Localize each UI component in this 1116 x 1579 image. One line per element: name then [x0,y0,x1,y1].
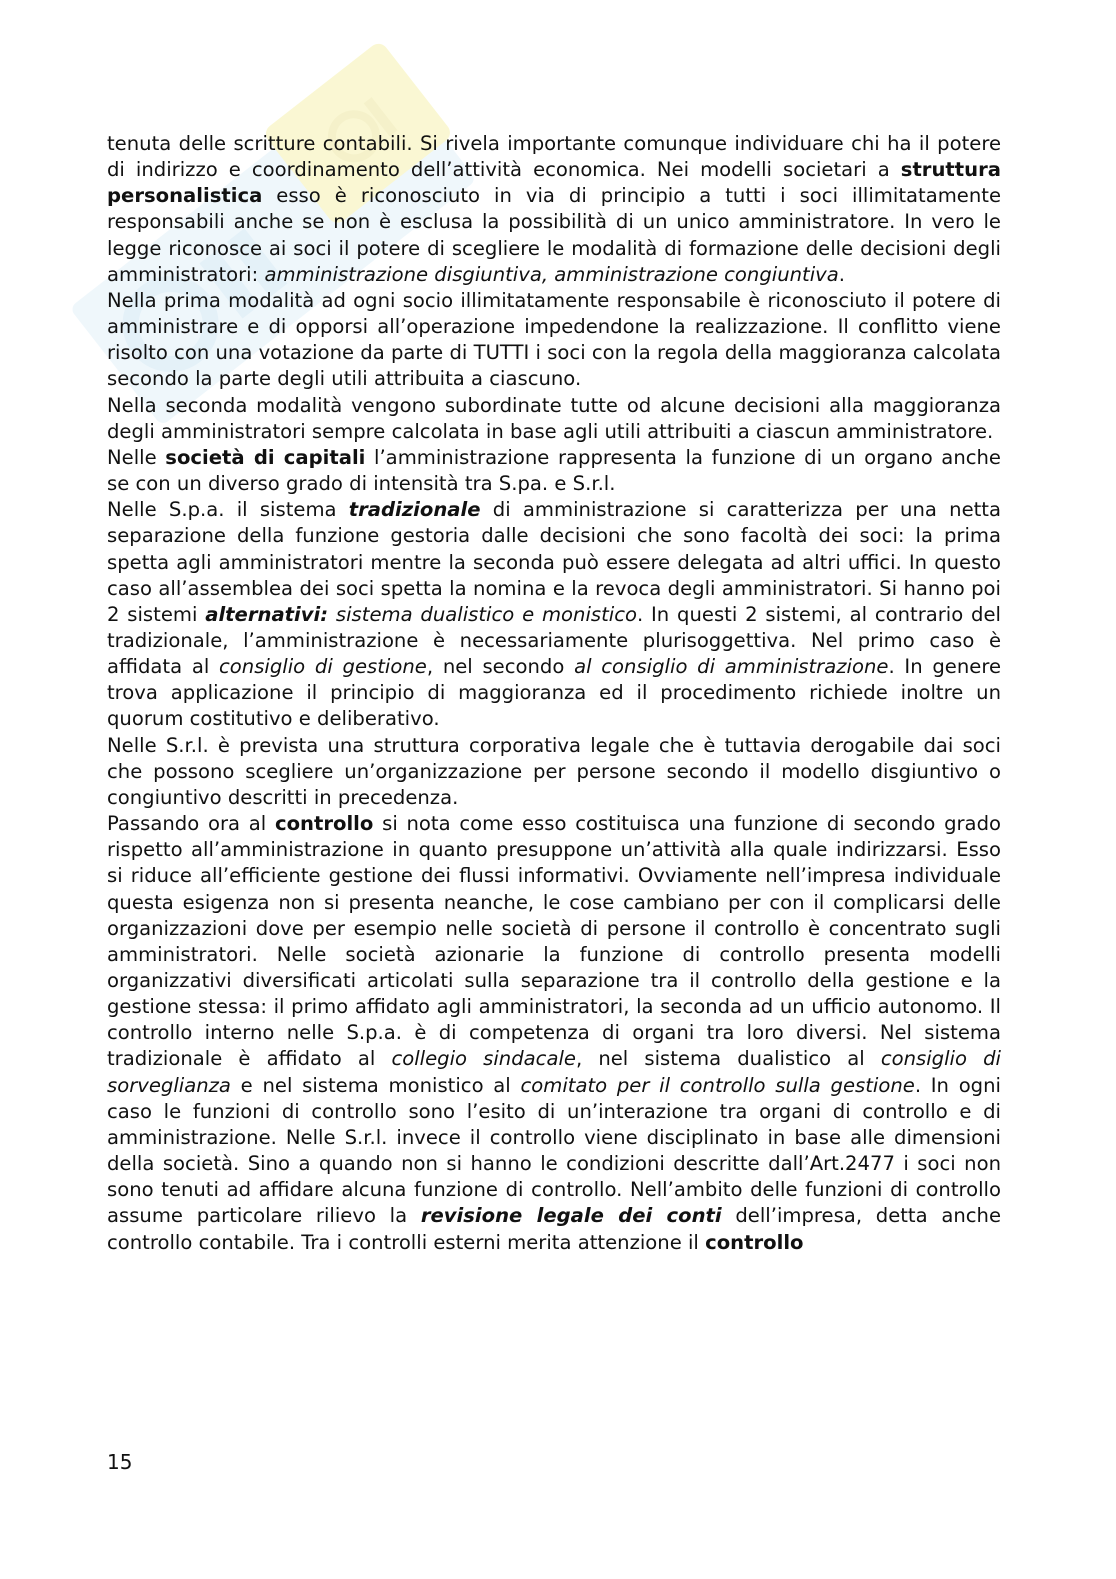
emphasis-run: amministrazione disgiuntiva, amministrazione congiuntiva [264,262,839,286]
text-run: , nel sistema dualistico al [575,1047,881,1071]
emphasis-run: sistema dualistico e monistico [335,602,637,626]
paragraph [107,497,1001,732]
paragraph [107,393,1001,445]
text-run: tenuta delle scritture contabili. Si rivela importante comunque individuare chi ha il potere di indirizzo e coordinamento dell’attività economica. Nei modelli societari a [107,132,1001,182]
emphasis-run: controllo [705,1230,804,1254]
emphasis-run: tradizionale [348,498,481,522]
text-run: Nelle [107,445,166,469]
emphasis-run: consiglio di gestione [219,655,427,679]
emphasis-run: revisione legale dei conti [420,1204,722,1228]
paragraph [107,131,1001,288]
emphasis-run: società di capitali [165,445,366,469]
text-run: Passando ora al [107,812,275,836]
text-run: . [838,262,846,286]
emphasis-run: alternativi: [205,602,329,626]
emphasis-run: collegio sindacale [391,1047,576,1071]
emphasis-run: consiglio di sorveglianza [107,1047,1002,1097]
emphasis-run: controllo [274,812,374,836]
emphasis-run: struttura personalistica [107,158,1001,208]
paragraph [107,733,1001,811]
text-run: di amministrazione si caratterizza per una netta separazione della funzione gestoria dalle decisioni che sono facoltà dei soci: la prima spetta agli amministratori mentre la seconda può essere delegata ad altri uffici. In questo caso all’assemblea dei soci spetta la nomina e la revoca degli amministratori. Si hanno poi 2 sistemi [107,498,1001,626]
text-run: Nella seconda modalità vengono subordinate tutte od alcune decisioni alla maggioranza degli amministratori sempre calcolata in base agli utili attribuiti a ciascun amministratore. [107,393,1001,443]
text-run: . In genere trova applicazione il principio di maggioranza ed il procedimento richiede inoltre un quorum costitutivo e deliberativo. [107,655,1001,731]
text-run: esso è riconosciuto in via di principio a tutti i soci illimitatamente responsabili anche se non è esclusa la possibilità di un unico amministratore. In vero le legge riconosce ai soci il potere di scegliere le modalità di formazione delle decisioni degli amministratori: [107,184,1001,286]
emphasis-run: comitato per il controllo sulla gestione [520,1073,915,1097]
paragraph [107,445,1001,497]
paragraph [107,288,1001,393]
emphasis-run: al consiglio di amministrazione [574,655,889,679]
page-number: 15 [107,1450,133,1474]
text-run: l’amministrazione rappresenta la funzione di un organo anche se con un diverso grado di intensità tra S.pa. e S.r.l. [107,445,1001,496]
text-run: Nella prima modalità ad ogni socio illimitatamente responsabile è riconosciuto il potere di amministrare e di opporsi all’operazione impedendone la realizzazione. Il conflitto viene risolto con una votazione da parte di TUTTI i soci con la regola della maggioranza calcolata secondo la parte degli utili attribuita a ciascuno. [107,288,1001,391]
text-run: Nelle S.r.l. è prevista una struttura corporativa legale che è tuttavia derogabile dai soci che possono scegliere un’organizzazione per persone secondo il modello disgiuntivo o congiuntivo descritti in precedenza. [107,733,1001,809]
text-run [328,603,336,626]
text-run: si nota come esso costituisca una funzione di secondo grado rispetto all’amministrazione in quanto presuppone un’attività alla quale indirizzarsi. Esso si riduce all’efficiente gestione dei flussi informativi. Ovviamente nell’impresa individuale questa esigenza non si presenta neanche, le cose cambiano per con il complicarsi delle organizzazioni dove per esempio nelle società di persone il controllo è concentrato sugli amministratori. Nelle società azionarie la funzione di controllo presenta modelli organizzativi diversificati articolati sulla separazione tra il controllo della gestione e la gestione stessa: il primo affidato agli amministratori, la seconda ad un ufficio autonomo. Il controllo interno nelle S.p.a. è di competenza di organi tra loro diversi. Nel sistema tradizionale è affidato al [107,812,1001,1071]
paragraph [107,811,1001,1256]
text-run: . In ogni caso le funzioni di controllo sono l’esito di un’interazione tra organi di controllo e di amministrazione. Nelle S.r.l. invece il controllo viene disciplinato in base alle dimensioni della società. Sino a quando non si hanno le condizioni descritte dall’Art.2477 i soci non sono tenuti ad affidare alcuna funzione di controllo. Nell’ambito delle funzioni di controllo assume particolare rilievo la [107,1073,1001,1228]
text-run: Nelle S.p.a. il sistema [107,498,349,522]
text-run: e nel sistema monistico al [230,1073,521,1097]
text-run: . In questi 2 sistemi, al contrario del tradizionale, l’amministrazione è necessariamente plurisoggettiva. Nel primo caso è affidata al [107,602,1001,679]
document-body [107,131,1001,1256]
text-run: dell’impresa, detta anche controllo contabile. Tra i controlli esterni merita attenzione il [107,1204,1001,1254]
text-run: , nel secondo [426,655,575,679]
